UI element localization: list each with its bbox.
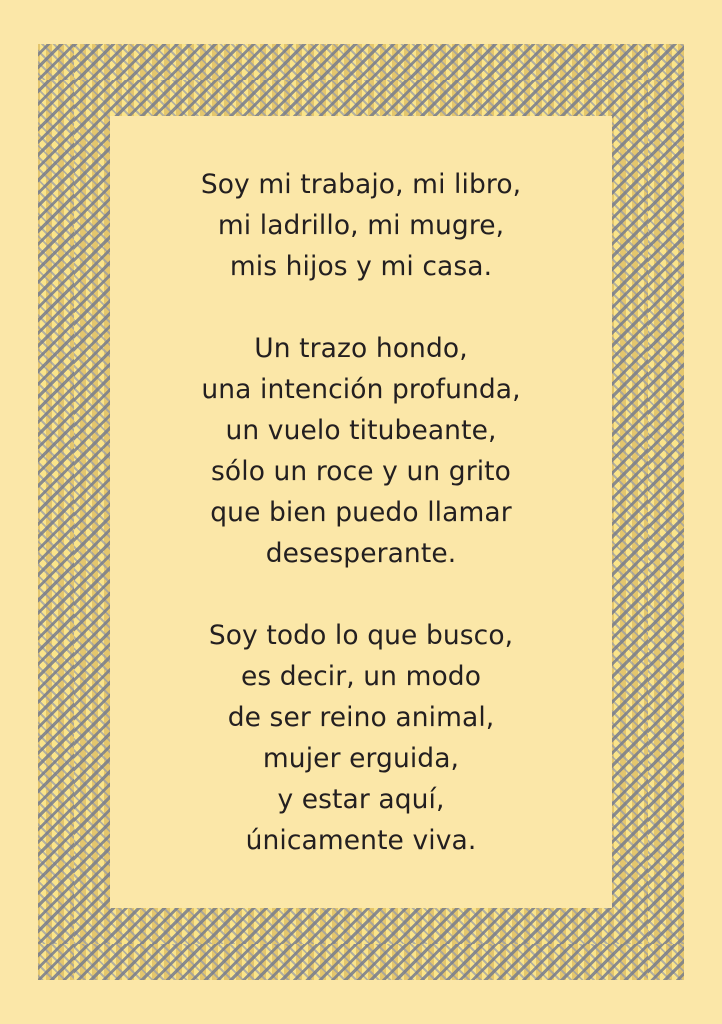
- poem-line: Soy todo lo que busco,: [208, 620, 514, 651]
- poem-line: mis hijos y mi casa.: [229, 251, 493, 282]
- poem-line: Un trazo hondo,: [254, 333, 468, 364]
- poem-stanza: [138, 328, 584, 574]
- decorative-frame-outer: [38, 44, 684, 980]
- poem-line: y estar aquí,: [277, 784, 445, 815]
- poem-line: de ser reino animal,: [227, 702, 495, 733]
- decorative-frame-pattern: [38, 44, 684, 980]
- poem-line: un vuelo titubeante,: [225, 415, 497, 446]
- poem-content-area: [110, 116, 612, 908]
- poem-text: [110, 164, 612, 861]
- poem-line: desesperante.: [265, 538, 457, 569]
- poem-line: mi ladrillo, mi mugre,: [217, 210, 505, 241]
- poem-stanza: [138, 615, 584, 861]
- poem-line: que bien puedo llamar: [210, 497, 512, 528]
- poem-line: Soy mi trabajo, mi libro,: [200, 169, 522, 200]
- poem-line: sólo un roce y un grito: [211, 456, 511, 487]
- poem-line: una intención profunda,: [201, 374, 521, 405]
- poem-line: únicamente viva.: [245, 825, 477, 856]
- poem-line: es decir, un modo: [240, 661, 482, 692]
- poem-line: mujer erguida,: [262, 743, 460, 774]
- poem-stanza: [138, 164, 584, 287]
